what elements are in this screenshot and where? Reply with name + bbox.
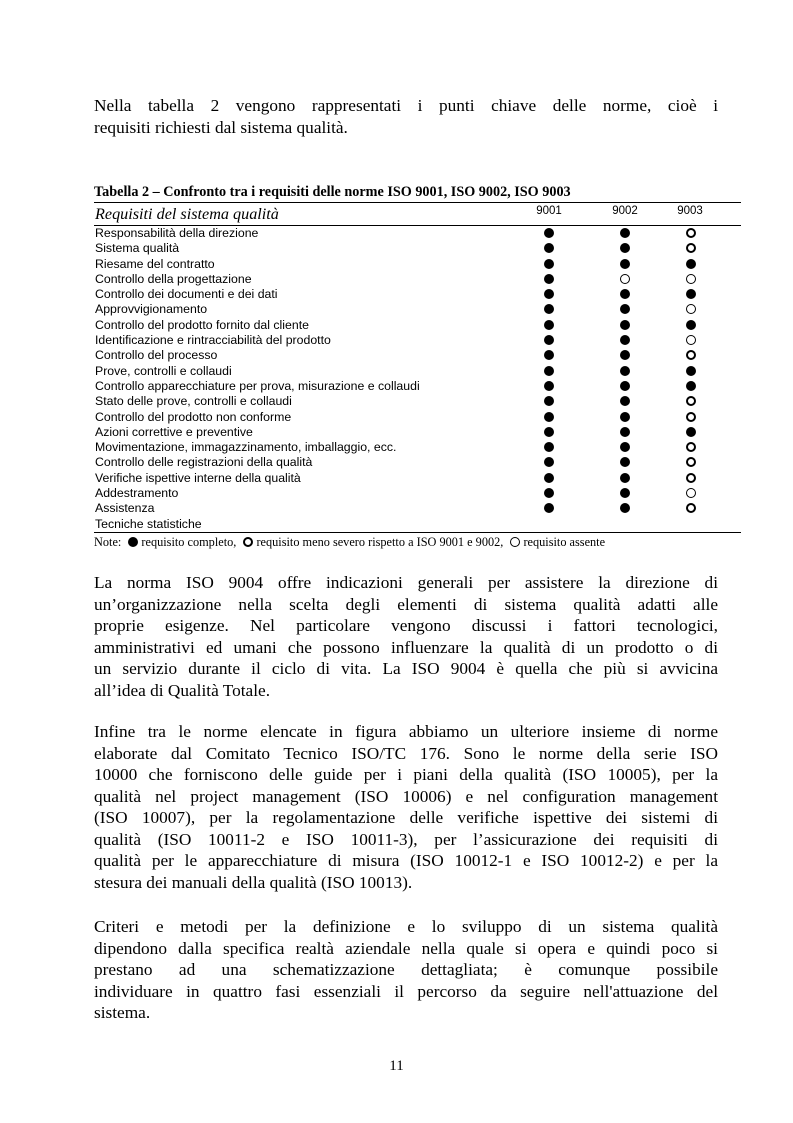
paragraph-criteria: [94, 916, 718, 1024]
table-row: [95, 394, 741, 409]
filled-circle-icon: [544, 289, 554, 299]
filled-circle-icon: [544, 442, 554, 452]
filled-circle-icon: [686, 381, 696, 391]
filled-circle-icon: [544, 320, 554, 330]
table-row: [95, 364, 741, 379]
requirement-label: Movimentazione, immagazzinamento, imballaggio, ecc.: [95, 440, 397, 455]
filled-circle-icon: [620, 396, 630, 406]
filled-circle-icon: [544, 381, 554, 391]
table-title: Tabella 2 – Confronto tra i requisiti delle norme ISO 9001, ISO 9002, ISO 9003: [94, 184, 571, 200]
empty-circle-icon: [686, 274, 696, 284]
text-line: dipendono dalla specifica realtà aziendale nella quale si opera e quindi poco si: [94, 938, 718, 958]
table-row: [95, 287, 741, 302]
table-row: [95, 272, 741, 287]
text-line: requisiti richiesti dal sistema qualità.: [94, 117, 348, 137]
requirement-label: Stato delle prove, controlli e collaudi: [95, 394, 292, 409]
table-row: [95, 471, 741, 486]
table-row: [95, 410, 741, 425]
paragraph-iso-9004: [94, 572, 718, 701]
filled-circle-icon: [544, 350, 554, 360]
filled-circle-icon: [620, 412, 630, 422]
filled-circle-icon: [544, 243, 554, 253]
text-line: individuare in quattro fasi essenziali il percorso da seguire nell'attuazione del: [94, 981, 718, 1001]
filled-circle-icon: [620, 457, 630, 467]
table-row: [95, 348, 741, 363]
filled-circle-icon: [544, 335, 554, 345]
filled-circle-icon: [544, 488, 554, 498]
filled-circle-icon: [544, 473, 554, 483]
requirement-label: Controllo apparecchiature per prova, misurazione e collaudi: [95, 378, 420, 393]
filled-circle-icon: [620, 442, 630, 452]
note-full-text: requisito completo,: [141, 535, 237, 549]
note-less-text: requisito meno severo rispetto a ISO 9001 e 9002,: [256, 535, 504, 549]
filled-circle-icon: [544, 503, 554, 513]
requirement-label: Controllo del prodotto non conforme: [95, 409, 292, 424]
requirement-label: Controllo delle registrazioni della qualità: [95, 455, 313, 470]
table-row: [95, 501, 741, 516]
empty-circle-icon: [620, 274, 630, 284]
requirement-label: Tecniche statistiche: [95, 516, 202, 531]
bold-ring-icon: [686, 228, 696, 238]
text-line: prestano ad una schematizzazione dettagliata; è comunque possibile: [94, 960, 718, 979]
bold-ring-icon: [686, 243, 696, 253]
table-header-9001: 9001: [536, 205, 562, 217]
filled-circle-icon: [620, 503, 630, 513]
filled-circle-icon: [128, 537, 138, 547]
table-row: [95, 241, 741, 256]
paragraph-iso-10000: [94, 721, 718, 893]
filled-circle-icon: [620, 335, 630, 345]
text-line: Nella tabella 2 vengono rappresentati i punti chiave delle norme, cioè i: [94, 96, 718, 115]
text-line: La norma ISO 9004 offre indicazioni generali per assistere la direzione di: [94, 573, 718, 592]
text-line: all’idea di Qualità Totale.: [94, 680, 271, 700]
requirement-label: Identificazione e rintracciabilità del prodotto: [95, 333, 331, 348]
filled-circle-icon: [620, 350, 630, 360]
table-row: [95, 455, 741, 470]
filled-circle-icon: [620, 366, 630, 376]
requirement-label: Approvvigionamento: [95, 302, 208, 317]
requirement-label: Prove, controlli e collaudi: [95, 363, 232, 378]
requirement-label: Riesame del contratto: [95, 256, 215, 271]
table-top-rule: [94, 202, 741, 203]
note-prefix: Note:: [94, 535, 122, 549]
text-line: stesura dei manuali della qualità (ISO 10013).: [94, 872, 413, 892]
filled-circle-icon: [620, 320, 630, 330]
bold-ring-icon: [686, 350, 696, 360]
filled-circle-icon: [544, 274, 554, 284]
requirement-label: Responsabilità della direzione: [95, 226, 259, 240]
text-line: 10000 che forniscono delle guide per i piani della qualità (ISO 10005), per la: [94, 765, 718, 784]
table-row: [95, 318, 741, 333]
filled-circle-icon: [544, 396, 554, 406]
bold-ring-icon: [243, 537, 253, 547]
filled-circle-icon: [620, 228, 630, 238]
table-bottom-rule: [94, 532, 741, 533]
filled-circle-icon: [544, 412, 554, 422]
text-line: proprie esigenze. Nel particolare vengono discussi i fattori tecnologici,: [94, 616, 718, 635]
intro-paragraph: [94, 95, 718, 138]
filled-circle-icon: [620, 473, 630, 483]
page-number: 11: [389, 1058, 404, 1074]
requirement-label: Controllo dei documenti e dei dati: [95, 287, 278, 302]
requirement-label: Verifiche ispettive interne della qualità: [95, 470, 301, 485]
filled-circle-icon: [686, 427, 696, 437]
text-line: qualità per le apparecchiature di misura (ISO 10012-1 e ISO 10012-2) e per la: [94, 851, 718, 870]
filled-circle-icon: [686, 366, 696, 376]
bold-ring-icon: [686, 503, 696, 513]
table-row: [95, 379, 741, 394]
empty-circle-icon: [686, 304, 696, 314]
filled-circle-icon: [544, 366, 554, 376]
text-line: Criteri e metodi per la definizione e lo sviluppo di un sistema qualità: [94, 917, 718, 936]
filled-circle-icon: [620, 304, 630, 314]
bold-ring-icon: [686, 473, 696, 483]
requirement-label: Controllo del processo: [95, 348, 218, 363]
text-line: qualità (ISO 10011-2 e ISO 10011-3), per l’assicurazione dei requisiti di: [94, 829, 718, 849]
requirement-label: Controllo del prodotto fornito dal cliente: [95, 317, 309, 332]
table-header-9002: 9002: [612, 205, 638, 217]
text-line: elaborate dal Comitato Tecnico ISO/TC 176. Sono le norme della serie ISO: [94, 743, 718, 763]
filled-circle-icon: [686, 289, 696, 299]
table-note: [94, 535, 605, 550]
text-line: un’organizzazione nella scelta degli elementi di sistema qualità adatti alle: [94, 594, 718, 614]
filled-circle-icon: [620, 381, 630, 391]
requirement-label: Azioni correttive e preventive: [95, 424, 253, 439]
requirements-table-body: [95, 226, 741, 532]
text-line: Infine tra le norme elencate in figura abbiamo un ulteriore insieme di norme: [94, 722, 718, 741]
requirement-label: Controllo della progettazione: [95, 271, 252, 286]
filled-circle-icon: [544, 457, 554, 467]
bold-ring-icon: [686, 396, 696, 406]
table-row: [95, 486, 741, 501]
requirement-label: Sistema qualità: [95, 241, 180, 256]
table-header-9003: 9003: [677, 205, 703, 217]
filled-circle-icon: [620, 427, 630, 437]
requirement-label: Assistenza: [95, 501, 155, 516]
text-line: amministrativi ed umani che possono influenzare la qualità di un prodotto o di: [94, 637, 718, 657]
filled-circle-icon: [544, 259, 554, 269]
filled-circle-icon: [544, 304, 554, 314]
filled-circle-icon: [686, 320, 696, 330]
bold-ring-icon: [686, 442, 696, 452]
filled-circle-icon: [620, 289, 630, 299]
bold-ring-icon: [686, 412, 696, 422]
note-none-text: requisito assente: [523, 535, 606, 549]
filled-circle-icon: [544, 427, 554, 437]
table-row: [95, 517, 741, 532]
table-row: [95, 302, 741, 317]
bold-ring-icon: [686, 457, 696, 467]
table-row: [95, 425, 741, 440]
text-line: un servizio durante il ciclo di vita. La ISO 9004 è quella che più si avvicina: [94, 659, 718, 678]
requirement-label: Addestramento: [95, 486, 179, 501]
filled-circle-icon: [620, 259, 630, 269]
table-row: [95, 333, 741, 348]
filled-circle-icon: [544, 228, 554, 238]
table-row: [95, 440, 741, 455]
empty-circle-icon: [510, 537, 520, 547]
filled-circle-icon: [620, 488, 630, 498]
filled-circle-icon: [620, 243, 630, 253]
text-line: sistema.: [94, 1003, 151, 1022]
table-row: [95, 257, 741, 272]
text-line: qualità nel project management (ISO 10006) e nel configuration management: [94, 786, 718, 806]
empty-circle-icon: [686, 335, 696, 345]
table-header-requirements: Requisiti del sistema qualità: [95, 205, 279, 223]
text-line: (ISO 10007), per la regolamentazione delle verifiche ispettive dei sistemi di: [94, 808, 718, 827]
empty-circle-icon: [686, 488, 696, 498]
table-row: [95, 226, 741, 241]
filled-circle-icon: [686, 259, 696, 269]
